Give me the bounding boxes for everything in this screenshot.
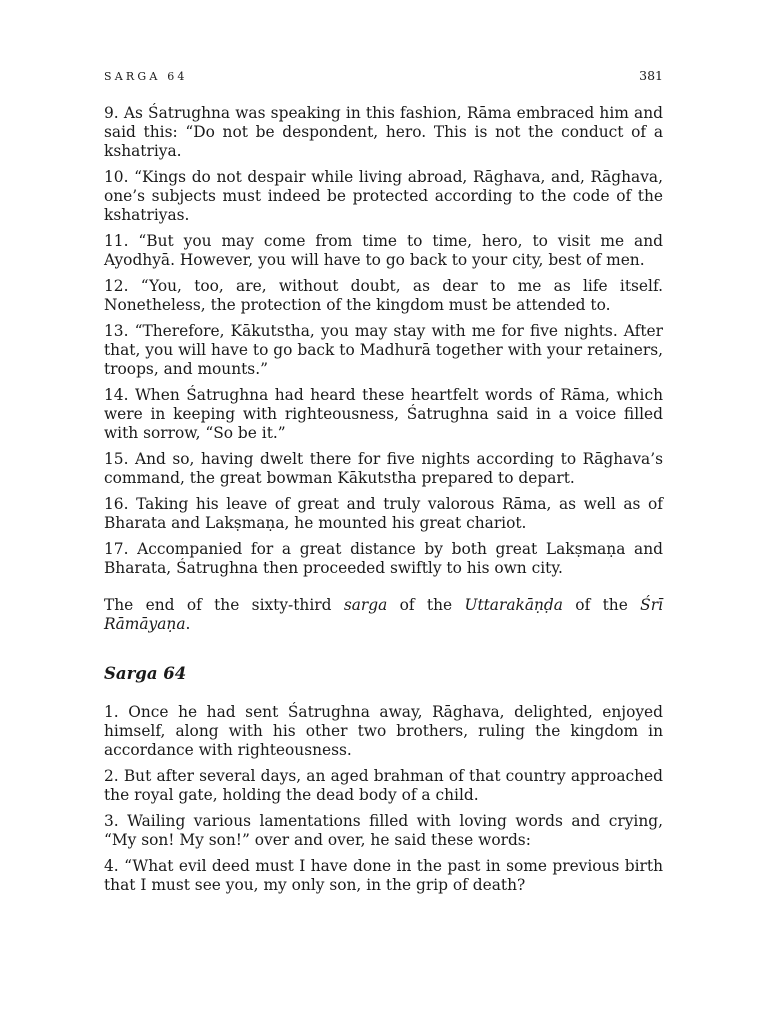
verses-sarga-63 bbox=[104, 104, 663, 578]
verse-1: 1. Once he had sent Śatrughna away, Rāghava, delighted, enjoyed himself, along with his other two brothers, ruling the kingdom in accordance with righteousness. bbox=[104, 703, 663, 759]
colophon-middle2: of the bbox=[562, 596, 641, 614]
verse-11: 11. “But you may come from time to time, hero, to visit me and Ayodhyā. However, you will have to go back to your city, best of men. bbox=[104, 232, 663, 269]
verse-2: 2. But after several days, an aged brahman of that country approached the royal gate, holding the dead body of a child. bbox=[104, 767, 663, 804]
verse-9: 9. As Śatrughna was speaking in this fashion, Rāma embraced him and said this: “Do not be despondent, hero. This is not the conduct of a kshatriya. bbox=[104, 104, 663, 160]
colophon-end: . bbox=[185, 615, 191, 633]
colophon-title: Śrī Rāmāyaṇa bbox=[104, 596, 663, 633]
verse-13: 13. “Therefore, Kākutstha, you may stay with me for five nights. After that, you will have to go back to Madhurā together with your retainers, troops, and mounts.” bbox=[104, 322, 663, 378]
running-title: SARGA 64 bbox=[104, 70, 188, 83]
verses-sarga-64 bbox=[104, 703, 663, 895]
verse-10: 10. “Kings do not despair while living abroad, Rāghava, and, Rāghava, one’s subjects must indeed be protected according to the code of the kshatriyas. bbox=[104, 168, 663, 224]
colophon-sarga: sarga bbox=[343, 596, 388, 614]
running-head bbox=[104, 68, 663, 88]
colophon-prefix: The end of the sixty-third bbox=[104, 596, 344, 614]
page-number: 381 bbox=[639, 68, 663, 83]
colophon-work: Uttarakāṇḍa bbox=[464, 596, 563, 614]
verse-3: 3. Wailing various lamentations filled with loving words and crying, “My son! My son!” over and over, he said these words: bbox=[104, 812, 663, 849]
verse-16: 16. Taking his leave of great and truly valorous Rāma, as well as of Bharata and Lakṣmaṇa, he mounted his great chariot. bbox=[104, 495, 663, 532]
colophon-middle: of the bbox=[387, 596, 465, 614]
verse-17: 17. Accompanied for a great distance by both great Lakṣmaṇa and Bharata, Śatrughna then proceeded swiftly to his own city. bbox=[104, 540, 663, 577]
section-heading: Sarga 64 bbox=[104, 664, 187, 683]
book-page bbox=[104, 68, 663, 902]
verse-14: 14. When Śatrughna had heard these heartfelt words of Rāma, which were in keeping with righteousness, Śatrughna said in a voice filled with sorrow, “So be it.” bbox=[104, 386, 663, 442]
verse-12: 12. “You, too, are, without doubt, as dear to me as life itself. Nonetheless, the protection of the kingdom must be attended to. bbox=[104, 277, 663, 314]
verse-4: 4. “What evil deed must I have done in the past in some previous birth that I must see you, my only son, in the grip of death? bbox=[104, 857, 663, 894]
verse-15: 15. And so, having dwelt there for five nights according to Rāghava’s command, the great bowman Kākutstha prepared to depart. bbox=[104, 450, 663, 487]
colophon bbox=[104, 596, 663, 634]
